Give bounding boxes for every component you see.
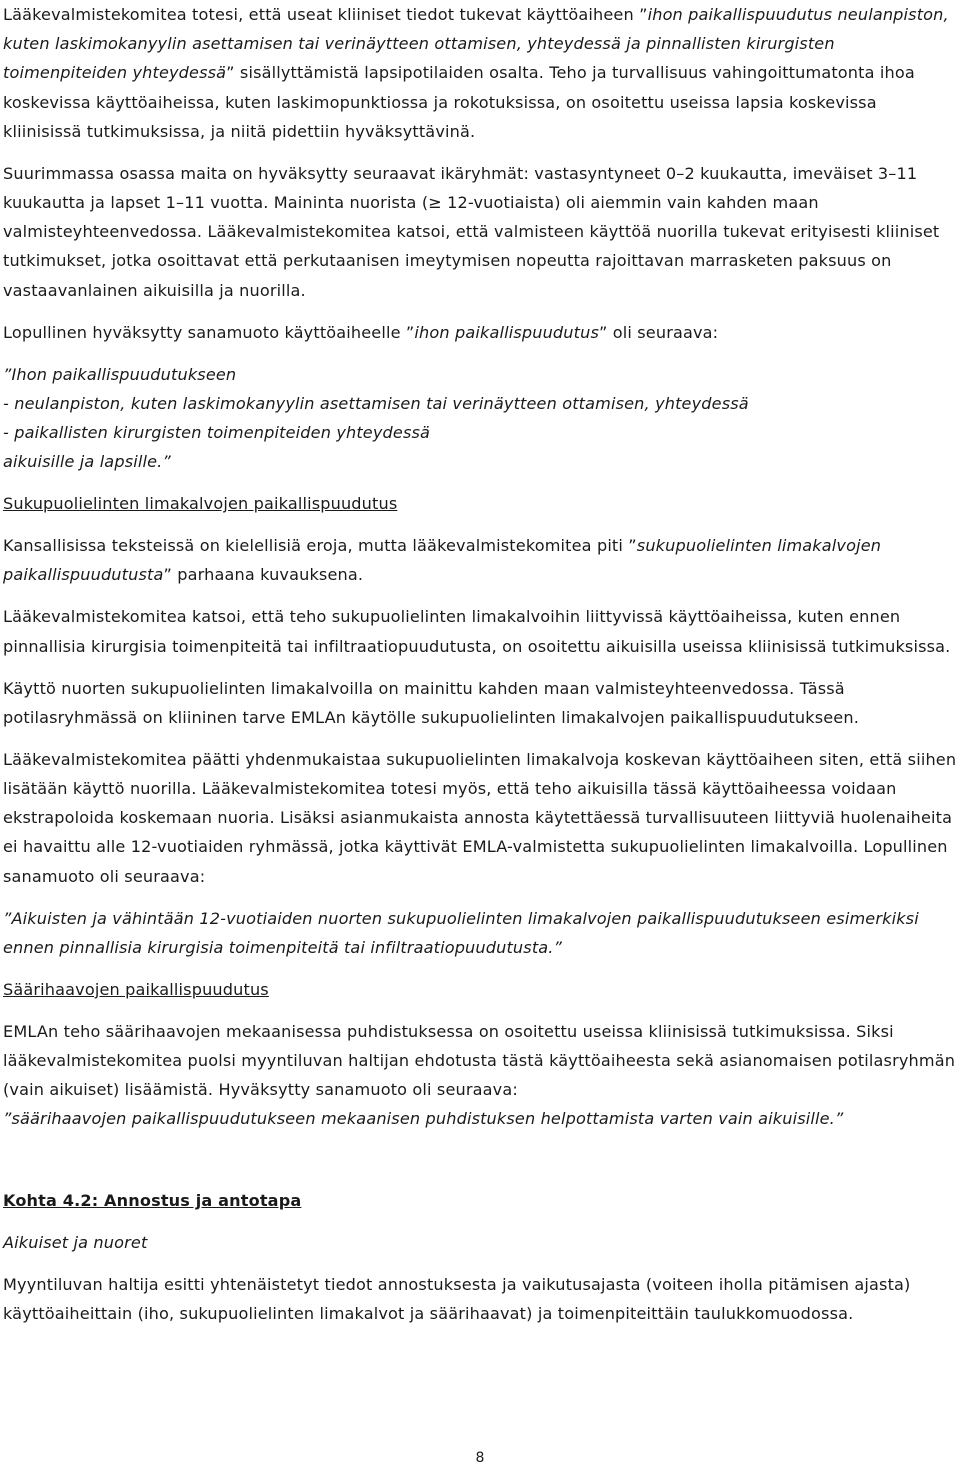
text: ” oli seuraava: xyxy=(599,322,719,342)
section-heading-posology: Kohta 4.2: Annostus ja antotapa xyxy=(3,1190,302,1210)
quote-line: aikuisille ja lapsille.” xyxy=(3,452,171,472)
quote-line: - paikallisten kirurgisten toimenpiteiden yhteydessä xyxy=(3,423,431,443)
quoted-indication-leg-ulcers: ”säärihaavojen paikallispuudutukseen mekaanisen puhdistuksen helpottamista varten vain aikuisille.” xyxy=(3,1109,844,1129)
indication-quote: ihon paikallispuudutus neulanpiston, kuten laskimokanyylin asettamisen tai verinäytteen ottamisen, yhteydessä ja pinnallisten kirurgisten toimenpiteiden yhteydessä xyxy=(3,5,949,83)
document-page xyxy=(3,0,957,1328)
paragraph-pediatric-efficacy xyxy=(3,0,957,146)
quoted-indication-genital: ”Aikuisten ja vähintään 12-vuotiaiden nuorten sukupuolielinten limakalvojen paikallispuudutukseen esimerkiksi ennen pinnallisia kirurgisia toimenpiteitä tai infiltraatiopuudutusta.” xyxy=(3,908,919,957)
subheading-adults-adolescents: Aikuiset ja nuoret xyxy=(3,1232,148,1252)
paragraph-age-groups: Suurimmassa osassa maita on hyväksytty seuraavat ikäryhmät: vastasyntyneet 0–2 kuukautta, imeväiset 3–11 kuukautta ja lapset 1–11 vuotta. Maininta nuorista (≥ 12-vuotiaista) oli aiemmin vain kahden maan valmisteyhteenvedossa. Lääkevalmistekomitea katsoi, että valmisteen käyttöä nuorilla tukevat erityisesti kliiniset tutkimukset, jotka osoittavat että perkutaanisen imeytymisen nopeutta rajoittavan marrasketen paksuus on vastaavanlainen aikuisilla ja nuorilla. xyxy=(3,163,940,300)
paragraph-posology-table: Myyntiluvan haltija esitti yhtenäistetyt tiedot annostuksesta ja vaikutusajasta (voiteen iholla pitämisen ajasta) käyttöaiheittain (iho, sukupuolielinten limakalvot ja säärihaavat) ja toimenpiteittäin taulukkomuodossa. xyxy=(3,1274,911,1323)
indication-name: ihon paikallispuudutus xyxy=(414,322,599,342)
paragraph-harmonisation: Lääkevalmistekomitea päätti yhdenmukaistaa sukupuolielinten limakalvoja koskevan käyttöaiheen siten, että siihen lisätään käyttö nuorilla. Lääkevalmistekomitea totesi myös, että teho aikuisilla tässä käyttöaiheessa voidaan ekstrapoloida koskemaan nuoria. Lisäksi asianmukaista annosta käytettäessä turvallisuuteen liittyviä huolenaiheita ei havaittu alle 12-vuotiaiden ryhmässä, jotka käyttivät EMLA-valmistetta sukupuolielinten limakalvoilla. Lopullinen sanamuoto oli seuraava: xyxy=(3,749,957,886)
text: Lääkevalmistekomitea totesi, että useat kliiniset tiedot tukevat käyttöaiheen ” xyxy=(3,5,648,24)
paragraph-final-wording-intro xyxy=(3,318,957,347)
text: EMLAn teho säärihaavojen mekaanisessa puhdistuksessa on osoitettu useissa kliinisissä tutkimuksissa. Siksi lääkevalmistekomitea puolsi myyntiluvan haltijan ehdotusta tästä käyttöaiheesta sekä asianomaisen potilasryhmän (vain aikuiset) lisäämistä. Hyväksytty sanamuoto oli seuraava: xyxy=(3,1021,956,1100)
paragraph-leg-ulcers xyxy=(3,1017,957,1134)
quote-line: - neulanpiston, kuten laskimokanyylin asettamisen tai verinäytteen ottamisen, yhteydessä xyxy=(3,393,749,413)
paragraph-adolescent-use: Käyttö nuorten sukupuolielinten limakalvoilla on mainittu kahden maan valmisteyhteenvedossa. Tässä potilasryhmässä on kliininen tarve EMLAn käytölle sukupuolielinten limakalvojen paikallispuudutukseen. xyxy=(3,678,859,727)
page-number: 8 xyxy=(475,1450,485,1466)
quote-line: ”Ihon paikallispuudutukseen xyxy=(3,364,237,384)
quoted-indication-skin xyxy=(3,360,957,477)
text: Kansallisissa teksteissä on kielellisiä eroja, mutta lääkevalmistekomitea piti ” xyxy=(3,536,637,556)
paragraph-national-texts xyxy=(3,531,957,589)
text: Lopullinen hyväksytty sanamuoto käyttöaiheelle ” xyxy=(3,322,415,342)
paragraph-genital-efficacy: Lääkevalmistekomitea katsoi, että teho sukupuolielinten limakalvoihin liittyvissä käyttöaiheissa, kuten ennen pinnallisia kirurgisia toimenpiteitä tai infiltraatiopuudutusta, on osoitettu aikuisilla useissa kliinisissä tutkimuksissa. xyxy=(3,607,951,656)
text: ” parhaana kuvauksena. xyxy=(163,565,364,585)
section-heading-leg-ulcers: Säärihaavojen paikallispuudutus xyxy=(3,979,269,999)
indication-name: sukupuolielinten limakalvojen paikallispuudutusta xyxy=(3,536,882,585)
section-heading-genital-mucosa: Sukupuolielinten limakalvojen paikallispuudutus xyxy=(3,494,398,514)
text: ” sisällyttämistä lapsipotilaiden osalta. Teho ja turvallisuus vahingoittumatonta ihoa koskevissa käyttöaiheissa, kuten laskimopunktiossa ja rokotuksissa, on osoitettu useissa lapsia koskevissa kliinisissä tutkimuksissa, ja niitä pidettiin hyväksyttävinä. xyxy=(3,63,915,141)
